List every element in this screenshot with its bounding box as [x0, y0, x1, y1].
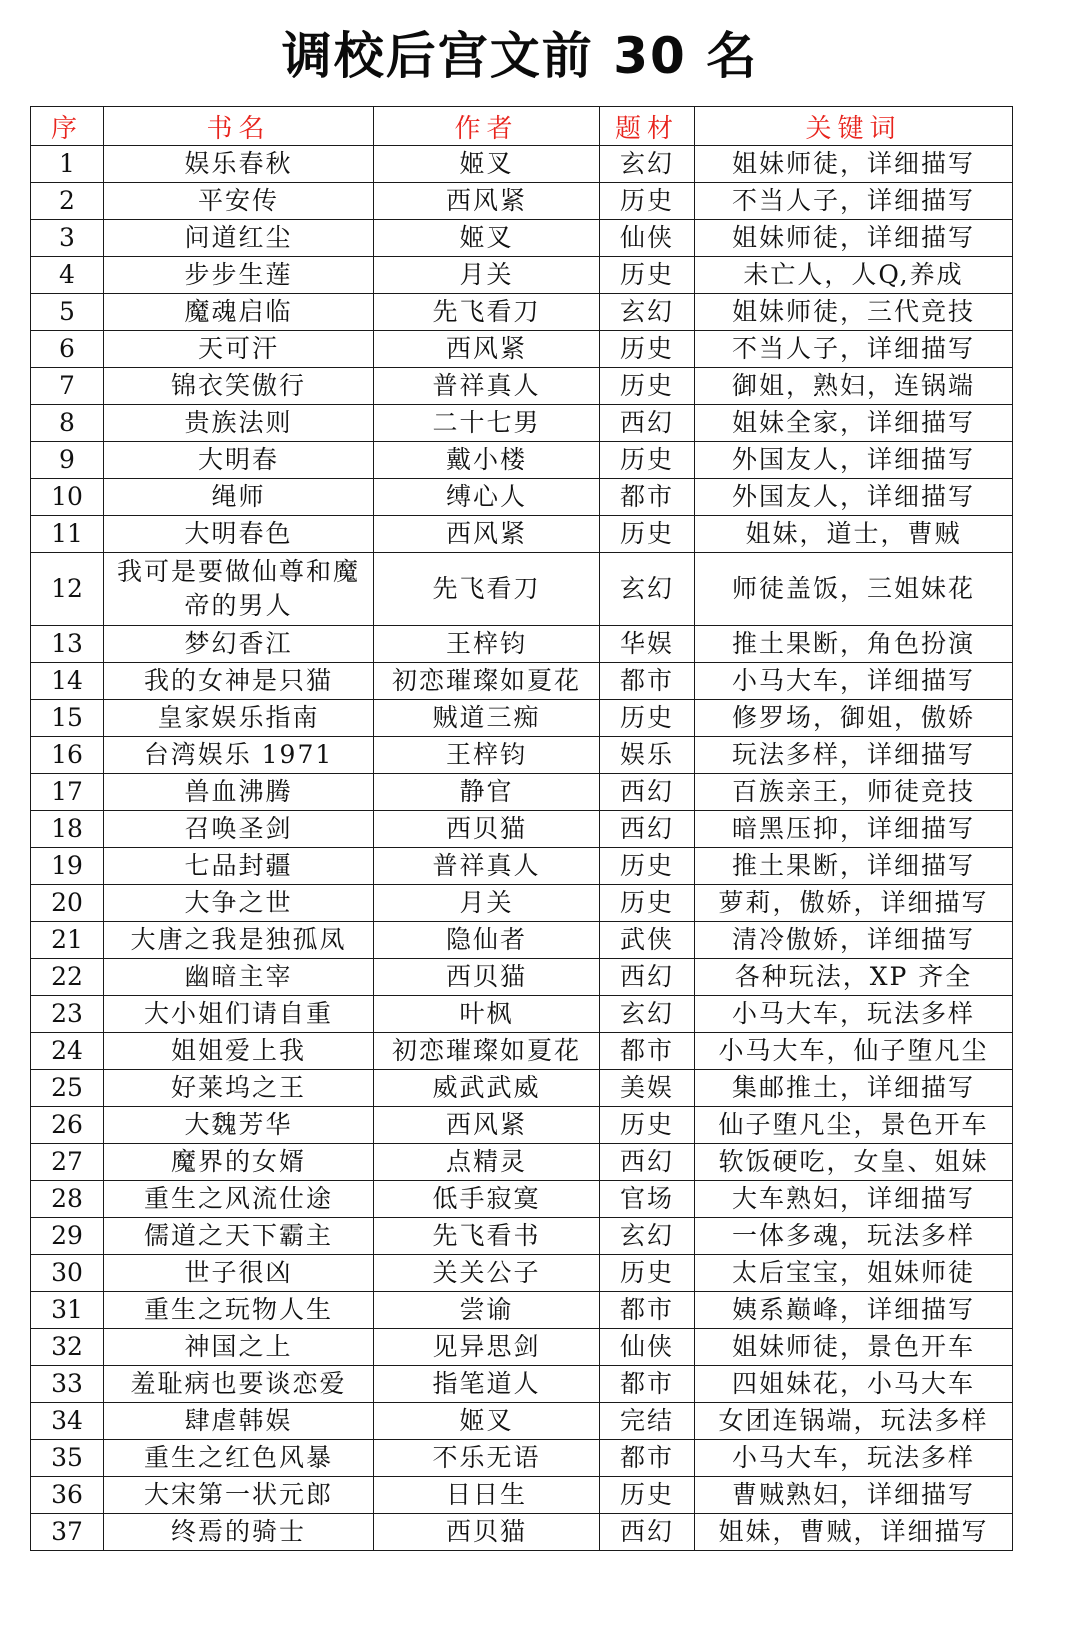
cell-book-name: 魔魂启临: [104, 294, 374, 331]
cell-genre: 完结: [600, 1403, 695, 1440]
cell-keywords: 小马大车，仙子堕凡尘: [695, 1033, 1013, 1070]
cell-book-name: 锦衣笑傲行: [104, 368, 374, 405]
table-row: [31, 479, 1013, 516]
cell-book-name: 大唐之我是独孤凤: [104, 922, 374, 959]
table-row: [31, 1033, 1013, 1070]
cell-author: 关关公子: [374, 1255, 600, 1292]
table-row: [31, 1329, 1013, 1366]
cell-book-name: 幽暗主宰: [104, 959, 374, 996]
cell-genre: 都市: [600, 1366, 695, 1403]
cell-no: 6: [31, 331, 104, 368]
cell-genre: 历史: [600, 257, 695, 294]
table-row: [31, 1440, 1013, 1477]
cell-no: 23: [31, 996, 104, 1033]
cell-author: 西贝猫: [374, 959, 600, 996]
cell-no: 5: [31, 294, 104, 331]
cell-keywords: 师徒盖饭，三姐妹花: [695, 553, 1013, 626]
cell-book-name: 步步生莲: [104, 257, 374, 294]
cell-author: 初恋璀璨如夏花: [374, 663, 600, 700]
cell-keywords: 姐妹全家，详细描写: [695, 405, 1013, 442]
cell-no: 17: [31, 774, 104, 811]
table-row: [31, 626, 1013, 663]
cell-genre: 历史: [600, 368, 695, 405]
cell-genre: 历史: [600, 516, 695, 553]
cell-book-name: 娱乐春秋: [104, 146, 374, 183]
cell-no: 22: [31, 959, 104, 996]
cell-no: 16: [31, 737, 104, 774]
cell-keywords: 姐妹，道士，曹贼: [695, 516, 1013, 553]
cell-author: 二十七男: [374, 405, 600, 442]
table-row: [31, 257, 1013, 294]
table-row: [31, 885, 1013, 922]
cell-book-name: 台湾娱乐 1971: [104, 737, 374, 774]
cell-book-name: 重生之风流仕途: [104, 1181, 374, 1218]
cell-author: 先飞看书: [374, 1218, 600, 1255]
header-author: 作者: [374, 107, 600, 146]
cell-no: 2: [31, 183, 104, 220]
cell-author: 静官: [374, 774, 600, 811]
cell-author: 戴小楼: [374, 442, 600, 479]
cell-author: 先飞看刀: [374, 294, 600, 331]
table-row: [31, 1292, 1013, 1329]
cell-keywords: 姐妹师徒，景色开车: [695, 1329, 1013, 1366]
cell-book-name: 皇家娱乐指南: [104, 700, 374, 737]
table-row: [31, 516, 1013, 553]
cell-genre: 仙侠: [600, 220, 695, 257]
cell-genre: 历史: [600, 1255, 695, 1292]
cell-genre: 历史: [600, 442, 695, 479]
cell-author: 初恋璀璨如夏花: [374, 1033, 600, 1070]
cell-author: 点精灵: [374, 1144, 600, 1181]
cell-book-name: 七品封疆: [104, 848, 374, 885]
cell-genre: 都市: [600, 1440, 695, 1477]
cell-genre: 西幻: [600, 774, 695, 811]
cell-keywords: 姐妹师徒，详细描写: [695, 220, 1013, 257]
cell-author: 普祥真人: [374, 848, 600, 885]
cell-no: 32: [31, 1329, 104, 1366]
cell-no: 8: [31, 405, 104, 442]
cell-book-name: 世子很凶: [104, 1255, 374, 1292]
table-row: [31, 996, 1013, 1033]
cell-genre: 历史: [600, 183, 695, 220]
cell-book-name: 终焉的骑士: [104, 1514, 374, 1551]
cell-book-name: 大宋第一状元郎: [104, 1477, 374, 1514]
table-row: [31, 220, 1013, 257]
cell-genre: 华娱: [600, 626, 695, 663]
cell-book-name: 大争之世: [104, 885, 374, 922]
cell-keywords: 百族亲王，师徒竞技: [695, 774, 1013, 811]
header-genre: 题材: [600, 107, 695, 146]
cell-keywords: 萝莉，傲娇，详细描写: [695, 885, 1013, 922]
cell-author: 叶枫: [374, 996, 600, 1033]
cell-keywords: 暗黑压抑，详细描写: [695, 811, 1013, 848]
table-row: [31, 1255, 1013, 1292]
cell-author: 普祥真人: [374, 368, 600, 405]
cell-no: 1: [31, 146, 104, 183]
cell-author: 西风紧: [374, 331, 600, 368]
cell-author: 日日生: [374, 1477, 600, 1514]
cell-no: 26: [31, 1107, 104, 1144]
cell-author: 姬叉: [374, 220, 600, 257]
cell-keywords: 不当人子，详细描写: [695, 183, 1013, 220]
cell-author: 姬叉: [374, 1403, 600, 1440]
cell-genre: 西幻: [600, 1514, 695, 1551]
cell-genre: 西幻: [600, 1144, 695, 1181]
cell-no: 18: [31, 811, 104, 848]
table-row: [31, 663, 1013, 700]
cell-keywords: 姐妹师徒，三代竞技: [695, 294, 1013, 331]
cell-no: 19: [31, 848, 104, 885]
cell-genre: 玄幻: [600, 146, 695, 183]
cell-no: 13: [31, 626, 104, 663]
cell-keywords: 姐妹，曹贼，详细描写: [695, 1514, 1013, 1551]
cell-keywords: 修罗场，御姐，傲娇: [695, 700, 1013, 737]
cell-author: 西贝猫: [374, 1514, 600, 1551]
cell-genre: 西幻: [600, 811, 695, 848]
cell-genre: 历史: [600, 1477, 695, 1514]
cell-book-name: 我可是要做仙尊和魔帝的男人: [104, 553, 374, 626]
cell-book-name: 重生之玩物人生: [104, 1292, 374, 1329]
cell-book-name: 兽血沸腾: [104, 774, 374, 811]
cell-author: 尝谕: [374, 1292, 600, 1329]
cell-book-name: 大小姐们请自重: [104, 996, 374, 1033]
cell-no: 28: [31, 1181, 104, 1218]
cell-genre: 玄幻: [600, 553, 695, 626]
cell-keywords: 软饭硬吃，女皇、姐妹: [695, 1144, 1013, 1181]
cell-book-name: 好莱坞之王: [104, 1070, 374, 1107]
table-row: [31, 848, 1013, 885]
cell-no: 7: [31, 368, 104, 405]
cell-book-name: 问道红尘: [104, 220, 374, 257]
cell-no: 25: [31, 1070, 104, 1107]
cell-book-name: 大魏芳华: [104, 1107, 374, 1144]
cell-no: 27: [31, 1144, 104, 1181]
cell-author: 西贝猫: [374, 811, 600, 848]
cell-author: 见异思剑: [374, 1329, 600, 1366]
table-row: [31, 774, 1013, 811]
cell-no: 31: [31, 1292, 104, 1329]
cell-genre: 都市: [600, 1292, 695, 1329]
cell-book-name: 大明春色: [104, 516, 374, 553]
cell-genre: 都市: [600, 1033, 695, 1070]
cell-keywords: 小马大车，玩法多样: [695, 1440, 1013, 1477]
table-row: [31, 442, 1013, 479]
cell-genre: 都市: [600, 479, 695, 516]
table-row: [31, 1181, 1013, 1218]
table-row: [31, 1218, 1013, 1255]
cell-keywords: 各种玩法，XP 齐全: [695, 959, 1013, 996]
cell-author: 缚心人: [374, 479, 600, 516]
cell-book-name: 梦幻香江: [104, 626, 374, 663]
cell-keywords: 大车熟妇，详细描写: [695, 1181, 1013, 1218]
cell-keywords: 玩法多样，详细描写: [695, 737, 1013, 774]
cell-author: 西风紧: [374, 1107, 600, 1144]
cell-book-name: 羞耻病也要谈恋爱: [104, 1366, 374, 1403]
cell-book-name: 神国之上: [104, 1329, 374, 1366]
cell-keywords: 集邮推土，详细描写: [695, 1070, 1013, 1107]
table-row: [31, 1070, 1013, 1107]
cell-book-name: 大明春: [104, 442, 374, 479]
cell-no: 29: [31, 1218, 104, 1255]
cell-author: 威武武威: [374, 1070, 600, 1107]
cell-genre: 仙侠: [600, 1329, 695, 1366]
cell-genre: 玄幻: [600, 1218, 695, 1255]
page-title: 调校后宫文前 30 名: [281, 27, 759, 85]
cell-no: 20: [31, 885, 104, 922]
cell-keywords: 推土果断，详细描写: [695, 848, 1013, 885]
cell-book-name: 重生之红色风暴: [104, 1440, 374, 1477]
cell-genre: 美娱: [600, 1070, 695, 1107]
cell-no: 9: [31, 442, 104, 479]
cell-no: 30: [31, 1255, 104, 1292]
table-row: [31, 294, 1013, 331]
cell-author: 月关: [374, 257, 600, 294]
table-body: [31, 146, 1013, 1551]
ranking-table: [30, 106, 1013, 1551]
cell-keywords: 小马大车，玩法多样: [695, 996, 1013, 1033]
cell-genre: 都市: [600, 663, 695, 700]
cell-genre: 历史: [600, 1107, 695, 1144]
cell-book-name: 召唤圣剑: [104, 811, 374, 848]
cell-keywords: 太后宝宝，姐妹师徒: [695, 1255, 1013, 1292]
header-name: 书名: [104, 107, 374, 146]
cell-book-name: 儒道之天下霸主: [104, 1218, 374, 1255]
cell-book-name: 魔界的女婿: [104, 1144, 374, 1181]
cell-genre: 历史: [600, 848, 695, 885]
cell-author: 不乐无语: [374, 1440, 600, 1477]
table-row: [31, 1366, 1013, 1403]
cell-keywords: 清冷傲娇，详细描写: [695, 922, 1013, 959]
cell-genre: 历史: [600, 885, 695, 922]
cell-author: 隐仙者: [374, 922, 600, 959]
cell-author: 姬叉: [374, 146, 600, 183]
table-row: [31, 1477, 1013, 1514]
cell-keywords: 外国友人，详细描写: [695, 442, 1013, 479]
cell-author: 西风紧: [374, 516, 600, 553]
cell-author: 王梓钧: [374, 737, 600, 774]
cell-keywords: 曹贼熟妇，详细描写: [695, 1477, 1013, 1514]
cell-no: 34: [31, 1403, 104, 1440]
cell-genre: 西幻: [600, 959, 695, 996]
cell-genre: 玄幻: [600, 996, 695, 1033]
header-keywords: 关键词: [695, 107, 1013, 146]
cell-no: 37: [31, 1514, 104, 1551]
cell-keywords: 一体多魂，玩法多样: [695, 1218, 1013, 1255]
cell-book-name: 贵族法则: [104, 405, 374, 442]
header-no: 序: [31, 107, 104, 146]
cell-author: 月关: [374, 885, 600, 922]
cell-no: 3: [31, 220, 104, 257]
table-row: [31, 737, 1013, 774]
cell-book-name: 我的女神是只猫: [104, 663, 374, 700]
cell-genre: 武侠: [600, 922, 695, 959]
cell-no: 12: [31, 553, 104, 626]
cell-keywords: 未亡人，人Q,养成: [695, 257, 1013, 294]
cell-no: 24: [31, 1033, 104, 1070]
cell-no: 36: [31, 1477, 104, 1514]
header-row: [31, 107, 1013, 146]
table-row: [31, 405, 1013, 442]
cell-genre: 娱乐: [600, 737, 695, 774]
cell-genre: 西幻: [600, 405, 695, 442]
cell-genre: 历史: [600, 331, 695, 368]
cell-keywords: 外国友人，详细描写: [695, 479, 1013, 516]
table-row: [31, 183, 1013, 220]
cell-no: 4: [31, 257, 104, 294]
cell-author: 王梓钧: [374, 626, 600, 663]
cell-no: 21: [31, 922, 104, 959]
cell-keywords: 御姐，熟妇，连锅端: [695, 368, 1013, 405]
table-row: [31, 922, 1013, 959]
cell-no: 35: [31, 1440, 104, 1477]
cell-keywords: 小马大车，详细描写: [695, 663, 1013, 700]
cell-book-name: 天可汗: [104, 331, 374, 368]
cell-no: 33: [31, 1366, 104, 1403]
cell-book-name: 肆虐韩娱: [104, 1403, 374, 1440]
cell-keywords: 四姐妹花，小马大车: [695, 1366, 1013, 1403]
cell-author: 西风紧: [374, 183, 600, 220]
table-row: [31, 1403, 1013, 1440]
table-row: [31, 331, 1013, 368]
table-row: [31, 1514, 1013, 1551]
table-row: [31, 368, 1013, 405]
cell-author: 指笔道人: [374, 1366, 600, 1403]
table-row: [31, 1144, 1013, 1181]
table-row: [31, 700, 1013, 737]
cell-book-name: 绳师: [104, 479, 374, 516]
table-row: [31, 811, 1013, 848]
cell-book-name: 平安传: [104, 183, 374, 220]
table-row: [31, 1107, 1013, 1144]
table-row: [31, 146, 1013, 183]
table-row: [31, 553, 1013, 626]
cell-keywords: 仙子堕凡尘，景色开车: [695, 1107, 1013, 1144]
table-row: [31, 959, 1013, 996]
cell-no: 14: [31, 663, 104, 700]
cell-no: 10: [31, 479, 104, 516]
cell-author: 低手寂寞: [374, 1181, 600, 1218]
cell-author: 贼道三痴: [374, 700, 600, 737]
cell-no: 15: [31, 700, 104, 737]
cell-keywords: 姨系巅峰，详细描写: [695, 1292, 1013, 1329]
cell-author: 先飞看刀: [374, 553, 600, 626]
cell-keywords: 女团连锅端，玩法多样: [695, 1403, 1013, 1440]
cell-genre: 官场: [600, 1181, 695, 1218]
cell-keywords: 推土果断，角色扮演: [695, 626, 1013, 663]
cell-genre: 玄幻: [600, 294, 695, 331]
cell-no: 11: [31, 516, 104, 553]
cell-book-name: 姐姐爱上我: [104, 1033, 374, 1070]
cell-genre: 历史: [600, 700, 695, 737]
cell-keywords: 姐妹师徒，详细描写: [695, 146, 1013, 183]
cell-keywords: 不当人子，详细描写: [695, 331, 1013, 368]
